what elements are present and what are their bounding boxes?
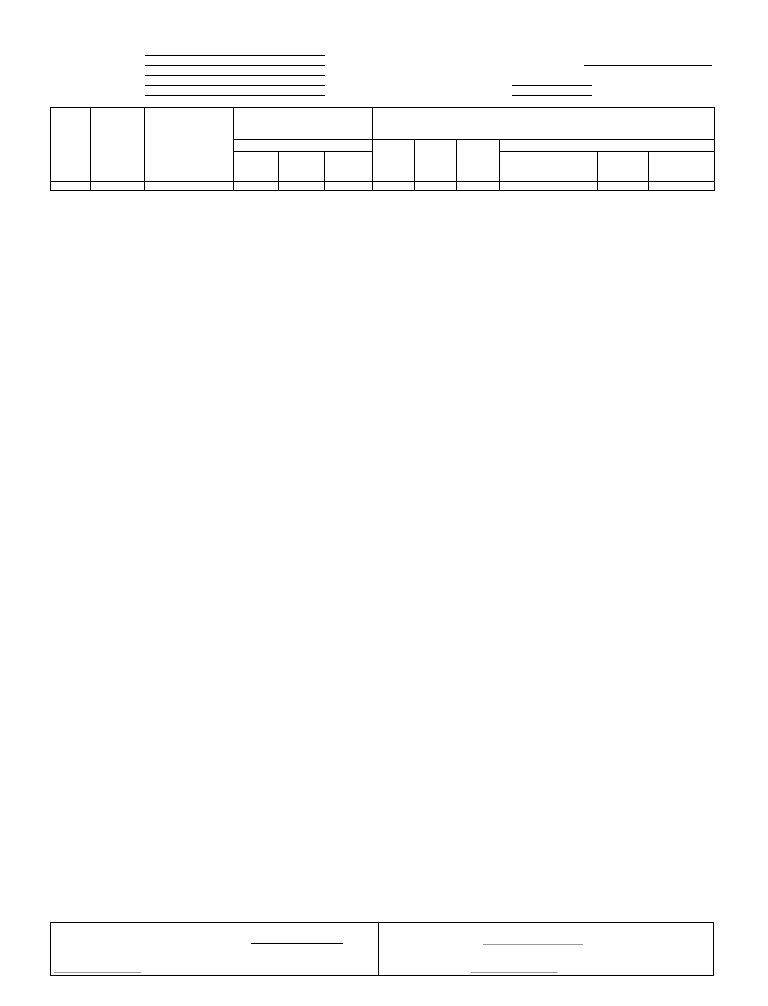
- col-amount: [234, 140, 373, 152]
- col-breakdown: [373, 108, 715, 140]
- col-others: [500, 140, 715, 152]
- office-code: [457, 182, 500, 191]
- sal-reg-code: [373, 182, 415, 191]
- col-dv: [91, 108, 145, 182]
- col-office: [457, 140, 500, 182]
- header-right: [466, 55, 716, 105]
- suboffice-value: [145, 65, 325, 66]
- col-sal-cas: [415, 140, 457, 182]
- col-balance: [325, 152, 373, 182]
- col-date: [51, 108, 91, 182]
- bookkeeper-name: [251, 943, 343, 944]
- signature-line: [483, 944, 583, 945]
- footer: [50, 922, 714, 976]
- header-left: [53, 55, 333, 105]
- municipality-value: [145, 75, 325, 76]
- designation-value: [584, 65, 712, 66]
- register-value: [512, 85, 592, 86]
- col-advances: [234, 108, 373, 140]
- col-particulars: [145, 108, 234, 182]
- fund-value: [145, 85, 325, 86]
- period-value: [145, 95, 325, 96]
- col-uacs: [598, 152, 649, 182]
- date-left: ________________________: [54, 966, 141, 973]
- register-table-top: [50, 107, 715, 191]
- sheet-value: [512, 95, 592, 96]
- col-cash-advance: [234, 152, 279, 182]
- entity-value: [145, 55, 325, 56]
- col-payments: [279, 152, 325, 182]
- col-sal-reg: [373, 140, 415, 182]
- col-amt: [649, 152, 715, 182]
- col-acct-desc: [500, 152, 598, 182]
- date-right: ________________________: [471, 966, 558, 973]
- sal-cas-code: [415, 182, 457, 191]
